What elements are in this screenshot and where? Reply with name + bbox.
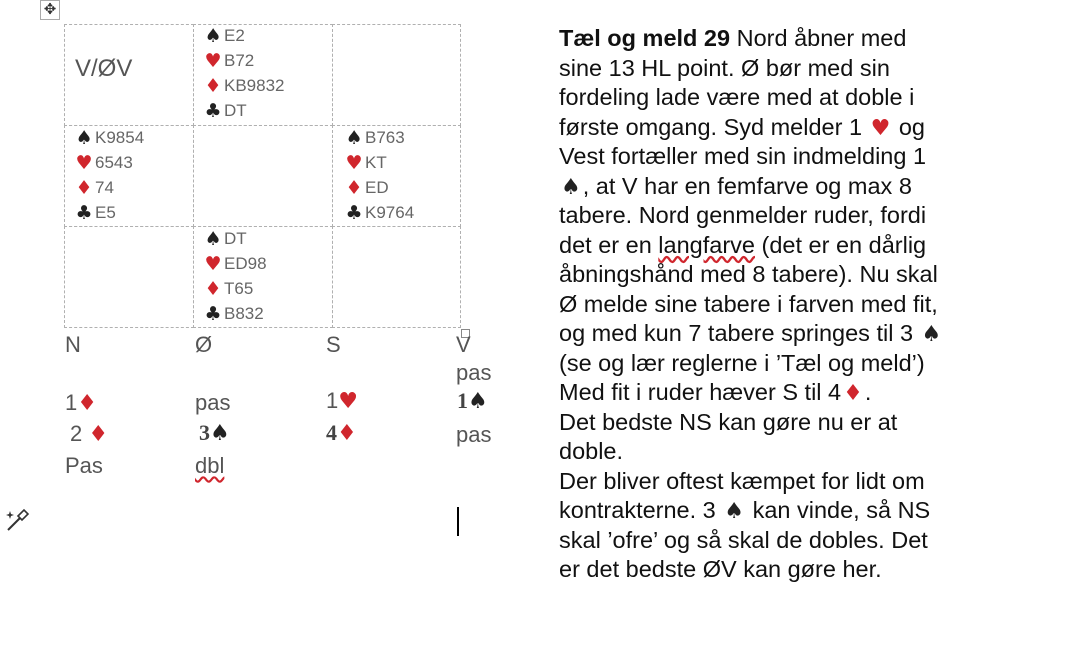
spade-icon: ♠: [921, 322, 942, 347]
bid-o-2: [199, 420, 230, 446]
diamond-icon: ♦: [204, 277, 222, 300]
club-icon: ♣: [75, 201, 93, 224]
spade-icon: ♠: [468, 389, 488, 414]
heart-icon: ♥: [338, 389, 358, 414]
north-clubs: DT: [224, 101, 247, 120]
west-spades: K9854: [95, 128, 145, 147]
cell-top-left: [64, 24, 194, 126]
cell-west: [64, 125, 194, 227]
south-clubs: B832: [224, 304, 264, 323]
east-hand: [343, 125, 414, 225]
cell-north: [193, 24, 333, 126]
diamond-icon: ♦: [75, 176, 93, 199]
bridge-diagram-table: [64, 24, 461, 328]
east-diamonds: ED: [365, 178, 389, 197]
south-hearts: ED98: [224, 254, 267, 273]
text-line: sine 13 HL point. Ø bør med sin: [559, 54, 890, 81]
text-line: Vest fortæller med sin indmelding 1: [559, 143, 927, 169]
bid-level: 1: [65, 390, 78, 415]
text-line: fordeling lade være med at doble i: [559, 84, 915, 110]
cell-top-right: [332, 24, 461, 126]
text-line: Det bedste NS kan gøre nu er at: [559, 408, 898, 435]
text-line: (det er en dårlig: [761, 231, 927, 258]
diamond-icon: ♦: [337, 421, 357, 446]
bid-v-2: pas: [456, 422, 492, 447]
west-hearts: 6543: [95, 153, 133, 172]
text-line: skal ’ofre’ og så skal de dobles. Det: [559, 526, 928, 553]
heart-icon: ♥: [204, 49, 222, 72]
text-line: Der bliver oftest kæmpet for lidt om: [559, 467, 925, 494]
bid-level: 2: [70, 421, 83, 446]
heart-icon: ♥: [204, 252, 222, 275]
bid-n-3: Pas: [65, 453, 103, 478]
text-line: , at V har en femfarve og max 8: [582, 172, 912, 199]
text-line: .: [864, 379, 872, 405]
text-line: er det bedste ØV kan gøre her.: [559, 556, 882, 582]
cell-bottom-right: [332, 226, 461, 328]
bid-o-3: dbl: [195, 453, 225, 478]
bid-header-s: S: [326, 332, 341, 357]
cell-east: [332, 125, 461, 227]
text-line: første omgang. Syd melder 1: [559, 113, 863, 140]
diamond-icon: ♦: [77, 391, 97, 416]
bid-level: 1: [326, 388, 339, 413]
north-spades: E2: [224, 26, 245, 45]
club-icon: ♣: [345, 201, 363, 224]
spade-icon: ♠: [204, 227, 222, 250]
heart-icon: ♥: [870, 115, 891, 141]
bid-v-1: [457, 388, 488, 414]
south-spades: DT: [224, 229, 247, 248]
spade-icon: ♠: [204, 24, 222, 47]
spade-icon: ♠: [75, 126, 93, 149]
heart-icon: ♥: [345, 151, 363, 174]
bid-v-pass: pas: [456, 360, 492, 385]
cell-center: [193, 125, 333, 227]
text-line: doble.: [559, 438, 624, 464]
bid-n-2: [70, 421, 108, 447]
text-line: kan vinde, så NS: [752, 497, 931, 523]
spade-icon: ♠: [561, 174, 581, 200]
east-hearts: KT: [365, 153, 387, 172]
east-spades: B763: [365, 128, 405, 147]
spade-icon: ♠: [345, 126, 363, 149]
text-line: kontrakterne. 3: [559, 497, 716, 523]
bid-level: 3: [199, 420, 210, 445]
bid-s-2: [326, 420, 357, 446]
south-diamonds: T65: [224, 279, 254, 298]
diamond-icon: ♦: [345, 176, 363, 199]
text-line: tabere. Nord genmelder ruder, fordi: [559, 202, 927, 228]
bid-header-n: N: [65, 332, 81, 357]
table-move-handle-icon[interactable]: ✥: [40, 0, 60, 20]
south-hand: [202, 226, 267, 326]
spade-icon: ♠: [724, 499, 745, 524]
bid-level: 1: [457, 388, 468, 413]
dealer-vulnerability: V/ØV: [75, 55, 133, 82]
north-hand: [202, 23, 285, 123]
bid-n-1: [65, 390, 97, 416]
article-text: [559, 24, 1009, 585]
text-cursor: [457, 507, 459, 536]
text-line: og med kun 7 tabere springes til 3: [559, 320, 914, 346]
diamond-icon: ♦: [843, 381, 863, 406]
bid-header-o: Ø: [195, 332, 213, 357]
bid-level: 4: [326, 420, 337, 445]
diamond-icon: ♦: [204, 74, 222, 97]
text-line: Nord åbner med: [736, 25, 907, 51]
article-title: Tæl og meld 29: [559, 25, 731, 51]
diamond-icon: ♦: [88, 422, 109, 447]
bid-header-v: V: [456, 332, 471, 357]
text-line: Med fit i ruder hæver S til 4: [559, 379, 842, 405]
club-icon: ♣: [204, 99, 222, 122]
west-diamonds: 74: [95, 178, 114, 197]
cell-bottom-left: [64, 226, 194, 328]
text-line: åbningshånd med 8 tabere). Nu skal: [559, 261, 938, 287]
north-hearts: B72: [224, 51, 255, 70]
club-icon: ♣: [204, 302, 222, 325]
bid-s-1: [326, 388, 358, 414]
heart-icon: ♥: [75, 151, 93, 174]
spade-icon: ♠: [210, 421, 230, 446]
magic-wand-icon[interactable]: [4, 508, 30, 540]
misspelled-word[interactable]: langfarve: [658, 231, 755, 258]
text-line: og: [898, 113, 925, 140]
text-line: (se og lær reglerne i ’Tæl og meld’): [559, 349, 925, 376]
text-line: det er en: [559, 231, 652, 258]
north-diamonds: KB9832: [224, 76, 285, 95]
east-clubs: K9764: [365, 203, 415, 222]
west-hand: [73, 125, 144, 225]
west-clubs: E5: [95, 203, 116, 222]
text-line: Ø melde sine tabere i farven med fit,: [559, 290, 938, 317]
bid-o-1: pas: [195, 390, 231, 415]
cell-south: [193, 226, 333, 328]
